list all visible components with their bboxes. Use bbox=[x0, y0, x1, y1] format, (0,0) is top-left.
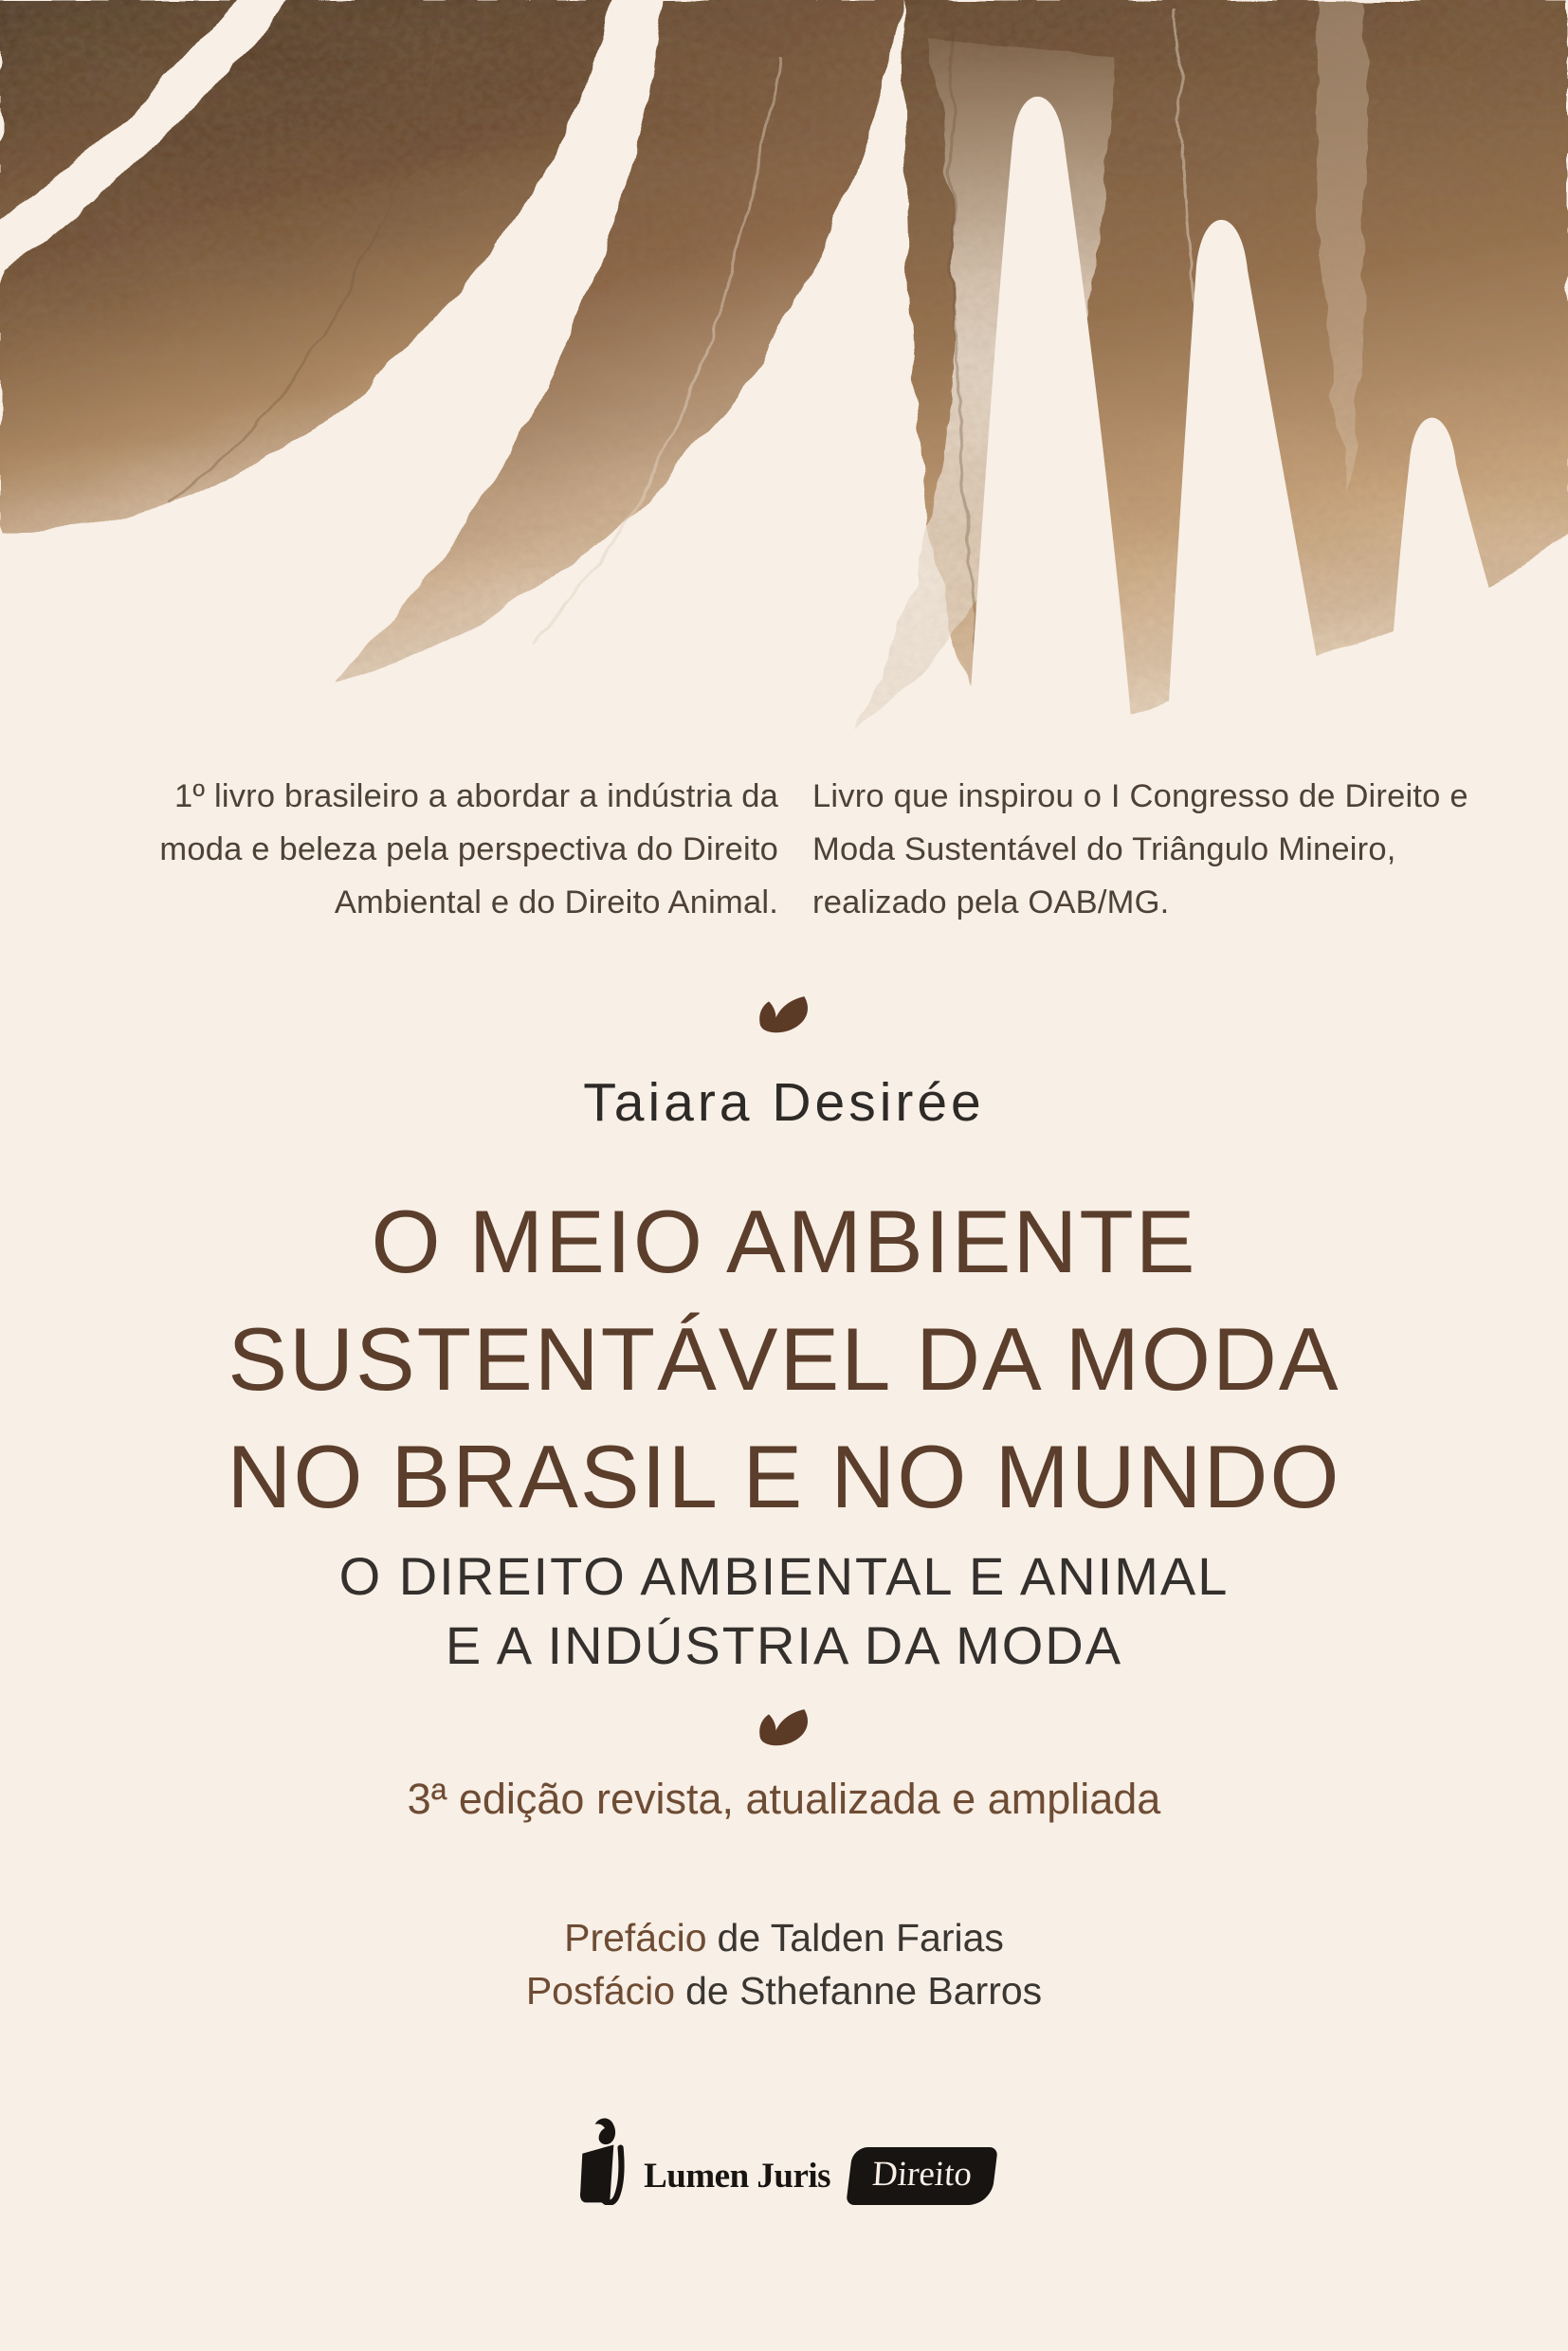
endorsements bbox=[90, 770, 1478, 929]
book-subtitle-line-1: O DIREITO AMBIENTAL E ANIMAL bbox=[338, 1546, 1230, 1606]
leaf-finger-group bbox=[0, 0, 1568, 739]
book-title-line-3: NO BRASIL E NO MUNDO bbox=[227, 1427, 1341, 1526]
endorsement-left: 1º livro brasileiro a abordar a indústria da moda e beleza pela perspectiva do Direito Ambiental e do Direito Animal. bbox=[159, 778, 778, 920]
endorsement-right: Livro que inspirou o I Congresso de Direito e Moda Sustentável do Triângulo Mineiro, realizado pela OAB/MG. bbox=[812, 778, 1468, 920]
badge-label: Direito bbox=[870, 2154, 974, 2194]
book-subtitle bbox=[0, 1541, 1568, 1680]
divider-bottom bbox=[0, 1708, 1568, 1753]
publisher-badge bbox=[846, 2147, 997, 2205]
lumen-juris-flame-icon bbox=[574, 2118, 634, 2205]
leaf-sprout-icon bbox=[754, 1708, 814, 1753]
postface-rest: de Sthefanne Barros bbox=[685, 1969, 1043, 2013]
book-title-line-2: SUSTENTÁVEL DA MODA bbox=[228, 1309, 1340, 1409]
book-subtitle-line-2: E A INDÚSTRIA DA MODA bbox=[445, 1615, 1123, 1675]
book-title-line-1: O MEIO AMBIENTE bbox=[371, 1192, 1197, 1291]
postface-label: Posfácio bbox=[525, 1969, 676, 2013]
publisher-name: Lumen Juris bbox=[644, 2156, 831, 2196]
preface-label: Prefácio bbox=[564, 1916, 707, 1959]
author-name: Taiara Desirée bbox=[583, 1072, 985, 1133]
edition-note: 3ª edição revista, atualizada e ampliada bbox=[407, 1775, 1161, 1823]
credits bbox=[0, 1911, 1568, 2017]
postface-credit bbox=[0, 1964, 1568, 2017]
divider-top bbox=[0, 995, 1568, 1040]
publisher-logo bbox=[0, 2122, 1568, 2205]
leaf-photo bbox=[0, 0, 1568, 749]
leaf-sprout-icon bbox=[754, 995, 814, 1040]
preface-credit bbox=[0, 1911, 1568, 1964]
preface-rest: de Talden Farias bbox=[717, 1916, 1004, 1959]
book-title bbox=[0, 1183, 1568, 1536]
